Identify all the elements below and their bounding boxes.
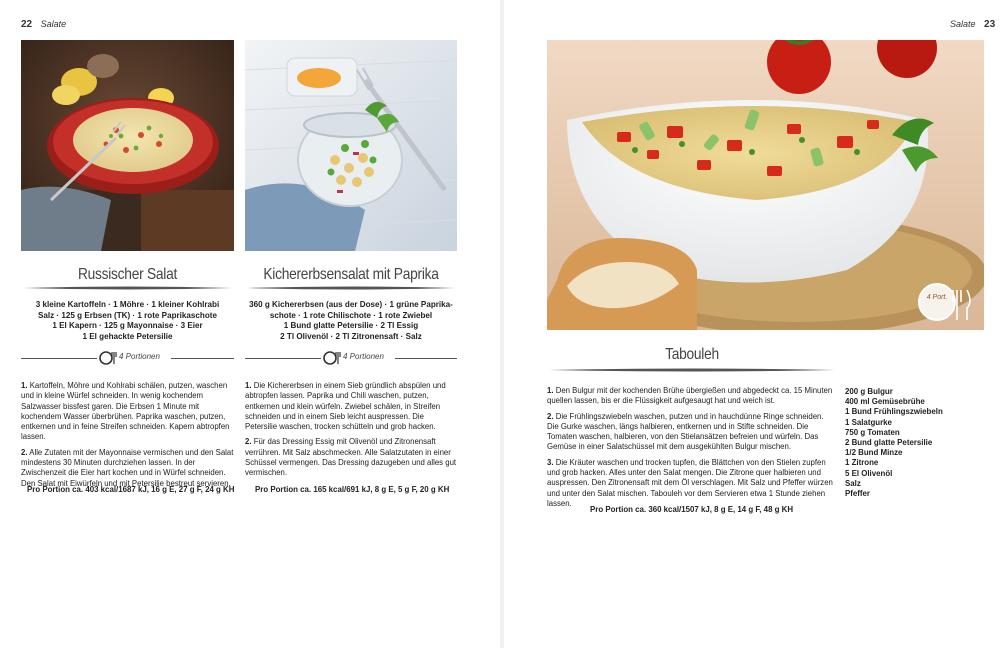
ingredient-item: 1 Zitrone <box>845 458 879 468</box>
nutrition-kichererbsensalat: Pro Portion ca. 165 kcal/691 kJ, 8 g E, 5 g F, 20 g KH <box>255 485 450 494</box>
page-gutter <box>500 0 504 648</box>
ingredient-line: Salz · 125 g Erbsen (TK) · 1 rote Paprikaschote <box>37 310 217 320</box>
plate-cutlery-icon <box>323 351 341 365</box>
ingredient-item: 400 ml Gemüsebrühe <box>845 397 925 407</box>
right-page-header <box>950 19 995 30</box>
ingredient-line: 2 Tl Olivenöl · 2 Tl Zitronensaft · Salz <box>280 331 422 341</box>
ingredient-item: 1/2 Bund Minze <box>845 448 903 458</box>
left-section-label: Salate <box>40 19 67 29</box>
ingredients-tabouleh <box>845 387 985 499</box>
step: 3. Die Kräuter waschen und trocken tupfen, die Blättchen von den Stielen zupfen und grob hacken. Alles unter den Salat mengen. Die Zitrone quer halbieren und auspressen. Den Zitronensaft mit dem Öl verschlagen. Mit Salz und Pfeffer würzen und unter den Salat mischen. Tabouleh vor dem Servieren etwa 1 Stunde ziehen lassen. <box>547 457 833 508</box>
step: 2. Die Frühlingszwiebeln waschen, putzen und in hauchdünne Ringe schneiden. Die Gurke waschen, längs halbieren, entkernen und in Stifte schneiden. Die Tomaten waschen, halbieren, von den Stielansätzen befreien und würfeln. Das Gemüse in einer Salatschüssel mit dem ausgekühlten Bulgur mischen. <box>547 411 824 452</box>
ingredient-item: Salz <box>845 478 861 488</box>
portions-row <box>245 351 457 367</box>
recipe-title-tabouleh: Tabouleh <box>665 346 719 363</box>
step: 1. Den Bulgur mit der kochenden Brühe übergießen und abgedeckt ca. 15 Minuten quellen lassen, bis er die Flüssigkeit aufgesaugt hat und weich ist. <box>547 386 833 406</box>
right-page-number: 23 <box>984 19 996 30</box>
photo-russischer-salat <box>21 40 234 251</box>
photo-tabouleh <box>547 40 984 330</box>
title-underline-brush <box>245 285 457 291</box>
portion-badge: 4 Port. <box>926 294 948 301</box>
ingredient-item: Pfeffer <box>845 489 870 499</box>
ingredient-line: 3 kleine Kartoffeln · 1 Möhre · 1 kleiner Kohlrabi <box>35 300 220 309</box>
ingredient-item: 1 Bund Frühlingszwiebeln <box>845 407 943 417</box>
ingredient-line: 1 El Kapern · 125 g Mayonnaise · 3 Eier <box>52 321 203 331</box>
steps-tabouleh <box>547 386 837 514</box>
right-section-label: Salate <box>950 19 976 29</box>
step: 1. Die Kichererbsen in einem Sieb gründlich abspülen und abtropfen lassen. Paprika und Chili waschen, putzen, entkernen und klein würfeln. Zwiebel schälen, in Streifen schneiden und in einem Sieb leicht auspressen. Die Petersilie waschen, trocken schütteln und grob hacken. <box>245 381 446 432</box>
ingredient-item: 2 Bund glatte Petersilie <box>845 438 933 448</box>
photo-kichererbsensalat <box>245 40 457 251</box>
plate-cutlery-icon <box>99 351 117 365</box>
ingredient-item: 5 El Olivenöl <box>845 468 893 478</box>
step: 1. Kartoffeln, Möhre und Kohlrabi schälen, putzen, waschen und in kleine Würfel schneiden. In wenig kochendem Salzwasser bissfest garen. Die Erbsen 1 Minute mit kochendem Wasser überbrühen. Paprika waschen, putzen, entkernen und in feine Streifen schneiden. Kapern abtropfen lassen. <box>21 381 230 442</box>
left-page-number: 22 <box>21 19 33 30</box>
recipe-title-russischer-salat: Russischer Salat <box>77 266 178 283</box>
ingredients-kichererbsensalat <box>245 300 457 342</box>
steps-kichererbsensalat <box>245 381 457 484</box>
steps-russischer-salat <box>21 381 234 494</box>
portions-label: 4 Portionen <box>343 352 384 361</box>
portions-row <box>21 351 234 367</box>
step: 2. Für das Dressing Essig mit Olivenöl und Zitronensaft verrühren. Mit Salz abschmecken. Alle Salatzutaten in einer Schüssel vermengen. Das Dressing dazugeben und alles gut vermischen. <box>245 437 457 478</box>
ingredient-item: 1 Salatgurke <box>845 417 892 427</box>
ingredient-item: 200 g Bulgur <box>845 387 893 396</box>
title-underline-brush <box>21 285 234 291</box>
left-page-header <box>21 19 66 30</box>
ingredient-line: 360 g Kichererbsen (aus der Dose) · 1 grüne Paprika- <box>249 300 453 309</box>
ingredient-item: 750 g Tomaten <box>845 427 900 437</box>
ingredient-line: 1 Bund glatte Petersilie · 2 Tl Essig <box>283 321 419 331</box>
ingredients-russischer-salat <box>21 300 234 342</box>
title-underline-brush <box>547 367 837 373</box>
ingredient-line: 1 El gehackte Petersilie <box>82 331 173 341</box>
portions-label: 4 Portionen <box>119 352 160 361</box>
nutrition-tabouleh: Pro Portion ca. 360 kcal/1507 kJ, 8 g E, 14 g F, 48 g KH <box>590 505 794 514</box>
step: 2. Alle Zutaten mit der Mayonnaise vermischen und den Salat mindestens 30 Minuten durchziehen lassen. In der Zwischenzeit die Eier hart kochen und in Würfel schneiden. Den Salat mit Eiwürfeln und mit Petersilie bestreut servieren. <box>21 447 234 488</box>
recipe-title-kichererbsensalat: Kichererbsensalat mit Paprika <box>263 266 439 283</box>
ingredient-line: schote · 1 rote Chilischote · 1 rote Zwiebel <box>269 310 433 320</box>
nutrition-russischer-salat: Pro Portion ca. 403 kcal/1687 kJ, 16 g E, 27 g F, 24 g KH <box>27 485 235 494</box>
